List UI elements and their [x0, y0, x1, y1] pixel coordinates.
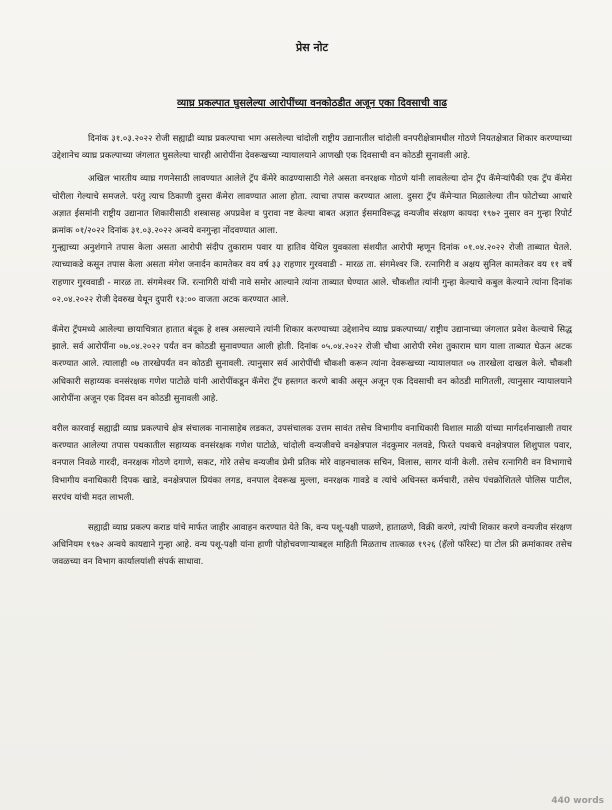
paragraph-2: अखिल भारतीय व्याघ्र गणनेसाठी लावण्यात आलेले ट्रॅप कॅमेरे काढण्यासाठी गेले असता वनरक्षक गोठणे यांनी लावलेल्या दोन ट्रॅप कॅमेऱ्यांपैकी एक ट्रॅप कॅमेरा चोरीला गेल्याचे समजले. परंतु त्याच ठिकाणी दुसरा कॅमेरा लावण्यात आला होता. त्याचा तपास करण्यात आला. दुसरा ट्रॅप कॅमेऱ्यात मिळालेल्या तीन फोटोच्या आधारे अज्ञात ईसमांनी राष्ट्रीय उद्यानात शिकारीसाठी शस्त्रासह अपप्रवेश व पुरावा नष्ट केल्या बाबत अज्ञात ईसमाविरूद्ध वन्यजीव संरक्षण कायदा १९७२ नुसार वन गुन्हा रिपोर्ट क्रमांक ०१/२०२२ दिनांक ३१.०३.२०२२ अन्वये वनगुन्हा नोंदवण्यात आला. [52, 174, 572, 237]
paragraph-4: कॅमेरा ट्रॅपमध्ये आलेल्या छायाचित्रात हातात बंदूक हे शस्त्र असल्याने त्यांनी शिकार करण्याच्या उद्देशानेच व्याघ्र प्रकल्पाच्या/ राष्ट्रीय उद्यानाच्या जंगलात प्रवेश केल्याचे सिद्ध झाले. सर्व आरोपींना ०७.०४.२०२२ पर्यंत वन कोठडी सुनावण्यात आली होती. दिनांक ०५.०४.२०२२ रोजी चौथा आरोपी रमेश तुकाराम घाग याला ताब्यात घेऊन अटक करण्यात आले. त्यालाही ०७ तारखेपर्यंत वन कोठडी सुनावली. त्यानुसार सर्व आरोपींची चौकशी करून त्यांना देवरूखच्या न्यायालयात ०७ तारखेला दाखल केले. चौकशी अधिकारी सहाय्यक वनसंरक्षक गणेश पाटोळे यांनी आरोपींकडून कॅमेरा ट्रॅप हस्तगत करणे बाकी असून अजून एक दिवसाची वन कोठडी मागितली, त्यानुसार न्यायालयाने आरोपींना अजून एक दिवस वन कोठडी सुनावली आहे. [52, 325, 572, 404]
paragraph-3: गुन्ह्याच्या अनुशंगाने तपास केला असता आरोपी संदीप तुकाराम पवार या हातिव येथिल युवकाला संशयीत आरोपी म्हणून दिनांक ०१.०४.२०२२ रोजी ताब्यात घेतले. त्याच्याकडे कसून तपास केला असता मंगेश जनार्दन कामतेकर वय वर्ष ३३ राहणार गुरववाडी - मारळ ता. संगमेश्वर जि. रत्नागिरी व अक्षय सुनिल कामतेकर वय ११ वर्षे राहणार गुरववाडी - मारळ ता. संगमेश्वर जि. रत्नागिरी यांची नावे समोर आल्याने त्यांना ताब्यात घेण्यात आले. चौकशीत त्यांनी गुन्हा केल्याचे कबुल केल्याने त्यांना दिनांक ०२.०४.२०२२ रोजी देवरुख येथून दुपारी १३:०० वाजता अटक करण्यात आले. [52, 243, 572, 305]
word-count-badge: 440 words [551, 796, 604, 806]
paragraph-6: सह्याद्री व्याघ्र प्रकल्प कराड यांचे मार्फत जाहीर आवाहन करण्यात येते कि, वन्य पशू-पक्षी पाळणे, हाताळणे, विक्री करणे, त्यांची शिकार करणे वन्यजीव संरक्षण अधिनियम १९७२ अन्वये कायद्याने गुन्हा आहे. वन्य पशू-पक्षी यांना हाणी पोहोचवणाऱ्याबद्दल माहिती मिळताच तात्काळ १९२६ (हॅलो फॉरेस्ट) या टोल फ्री क्रमांकावर तसेच जवळच्या वन विभाग कार्यालयांशी संपर्क साधावा. [52, 523, 572, 568]
paragraph-5: वरील कारवाई सह्याद्री व्याघ्र प्रकल्पाचे क्षेत्र संचालक नानासाहेब लडकत, उपसंचालक उत्तम सावंत तसेच विभागीय वनाधिकारी विशाल माळी यांच्या मार्गदर्शनाखाली तयार करण्यात आलेल्या तपास पथकातील सहाय्यक वनसंरक्षक गणेश पाटोळे, चांदोली वन्यजीवचे वनक्षेत्रपाल नंदकुमार नलवडे, फिरते पथकचे वनक्षेत्रपाल शिशुपाल पवार, वनपाल निवळे गारदी, वनरक्षक गोठणे दगाणे, सकट, गोरे तसेच वन्यजीव प्रेमी प्रतिक मोरे वाहनचालक सचिन, विलास, सागर यांनी केली. तसेच रत्नागिरी वन विभागाचे विभागीय वनाधिकारी दिपक खाडे, वनक्षेत्रपाल प्रियंका लगड, वनपाल देवरूख मुल्ला, वनरक्षक गावडे व त्यांचे अधिनस्त कर्मचारी, तसेच पंचक्रोशितले पोलिस पाटील, सरपंच यांची मदत लाभली. [52, 424, 572, 503]
paragraph-1: दिनांक ३१.०३.२०२२ रोजी सह्याद्री व्याघ्र प्रकल्पाचा भाग असलेल्या चांदोली राष्ट्रीय उद्यानातील चांदोली वनपरीक्षेत्रामधील गोठणे नियतक्षेत्रात शिकार करण्याच्या उद्देशानेच व्याघ्र प्रकल्पाच्या जंगलात घुसलेल्या चारही आरोपींना देवरूखच्या न्यायालयाने आणखी एक दिवसाची वन कोठडी सुनावली आहे. [52, 134, 572, 162]
document-headline: व्याघ्र प्रकल्पात घुसलेल्या आरोपींच्या वनकोठडीत अजून एका दिवसाची वाढ [177, 98, 447, 109]
document-title: प्रेस नोट [295, 41, 329, 54]
